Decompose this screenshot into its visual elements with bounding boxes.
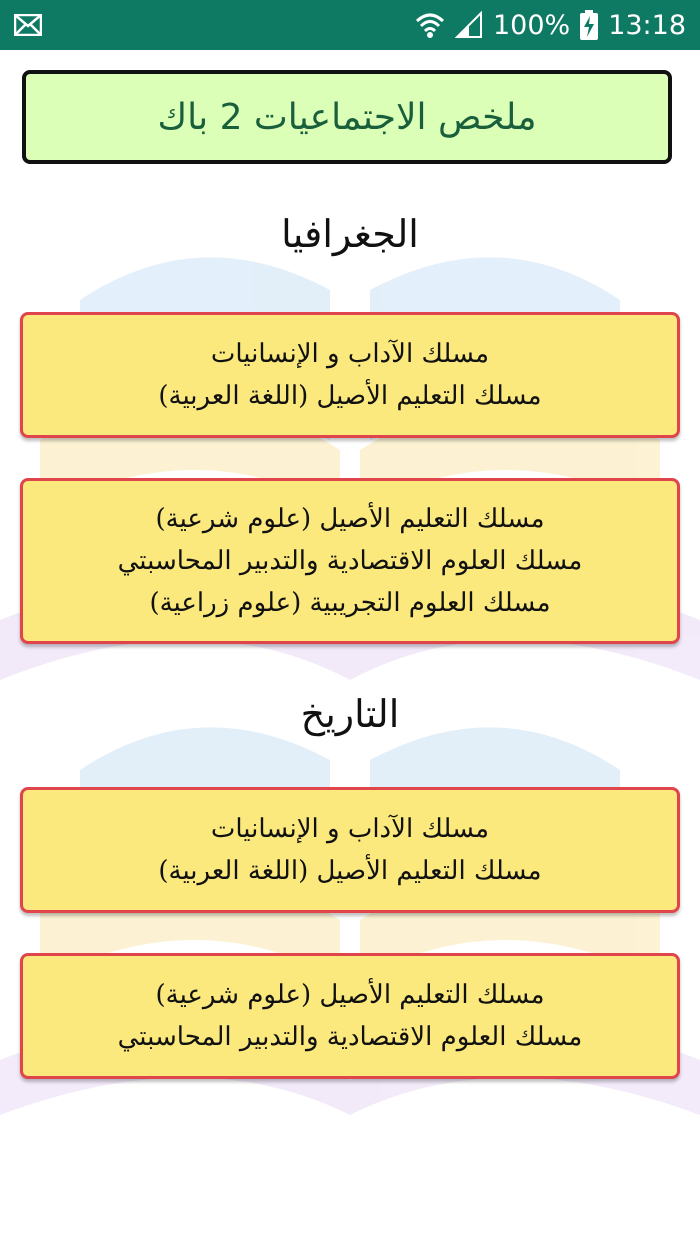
- card-line: مسلك التعليم الأصيل (علوم شرعية): [155, 504, 545, 534]
- app-title: ملخص الاجتماعيات 2 باك: [157, 96, 537, 138]
- app-title-banner: [22, 70, 672, 164]
- card-line: مسلك العلوم الاقتصادية والتدبير المحاسبتي: [117, 546, 583, 576]
- card-line: مسلك الآداب و الإنسانيات: [210, 339, 490, 369]
- card-line: مسلك العلوم التجريبية (علوم زراعية): [149, 588, 551, 618]
- section-heading-geography: الجغرافيا: [281, 212, 419, 256]
- card-history-literature[interactable]: [20, 787, 680, 913]
- card-geography-literature[interactable]: [20, 312, 680, 438]
- card-line: مسلك العلوم الاقتصادية والتدبير المحاسبتي: [117, 1022, 583, 1052]
- card-line: مسلك الآداب و الإنسانيات: [210, 814, 490, 844]
- card-line: مسلك التعليم الأصيل (علوم شرعية): [155, 980, 545, 1010]
- card-line: مسلك التعليم الأصيل (اللغة العربية): [158, 856, 542, 886]
- card-history-sciences[interactable]: [20, 953, 680, 1079]
- card-geography-sciences[interactable]: [20, 478, 680, 644]
- card-line: مسلك التعليم الأصيل (اللغة العربية): [158, 381, 542, 411]
- section-heading-history: التاريخ: [300, 692, 400, 736]
- battery-percentage: 100%: [492, 9, 571, 41]
- clock: 13:18: [608, 9, 686, 41]
